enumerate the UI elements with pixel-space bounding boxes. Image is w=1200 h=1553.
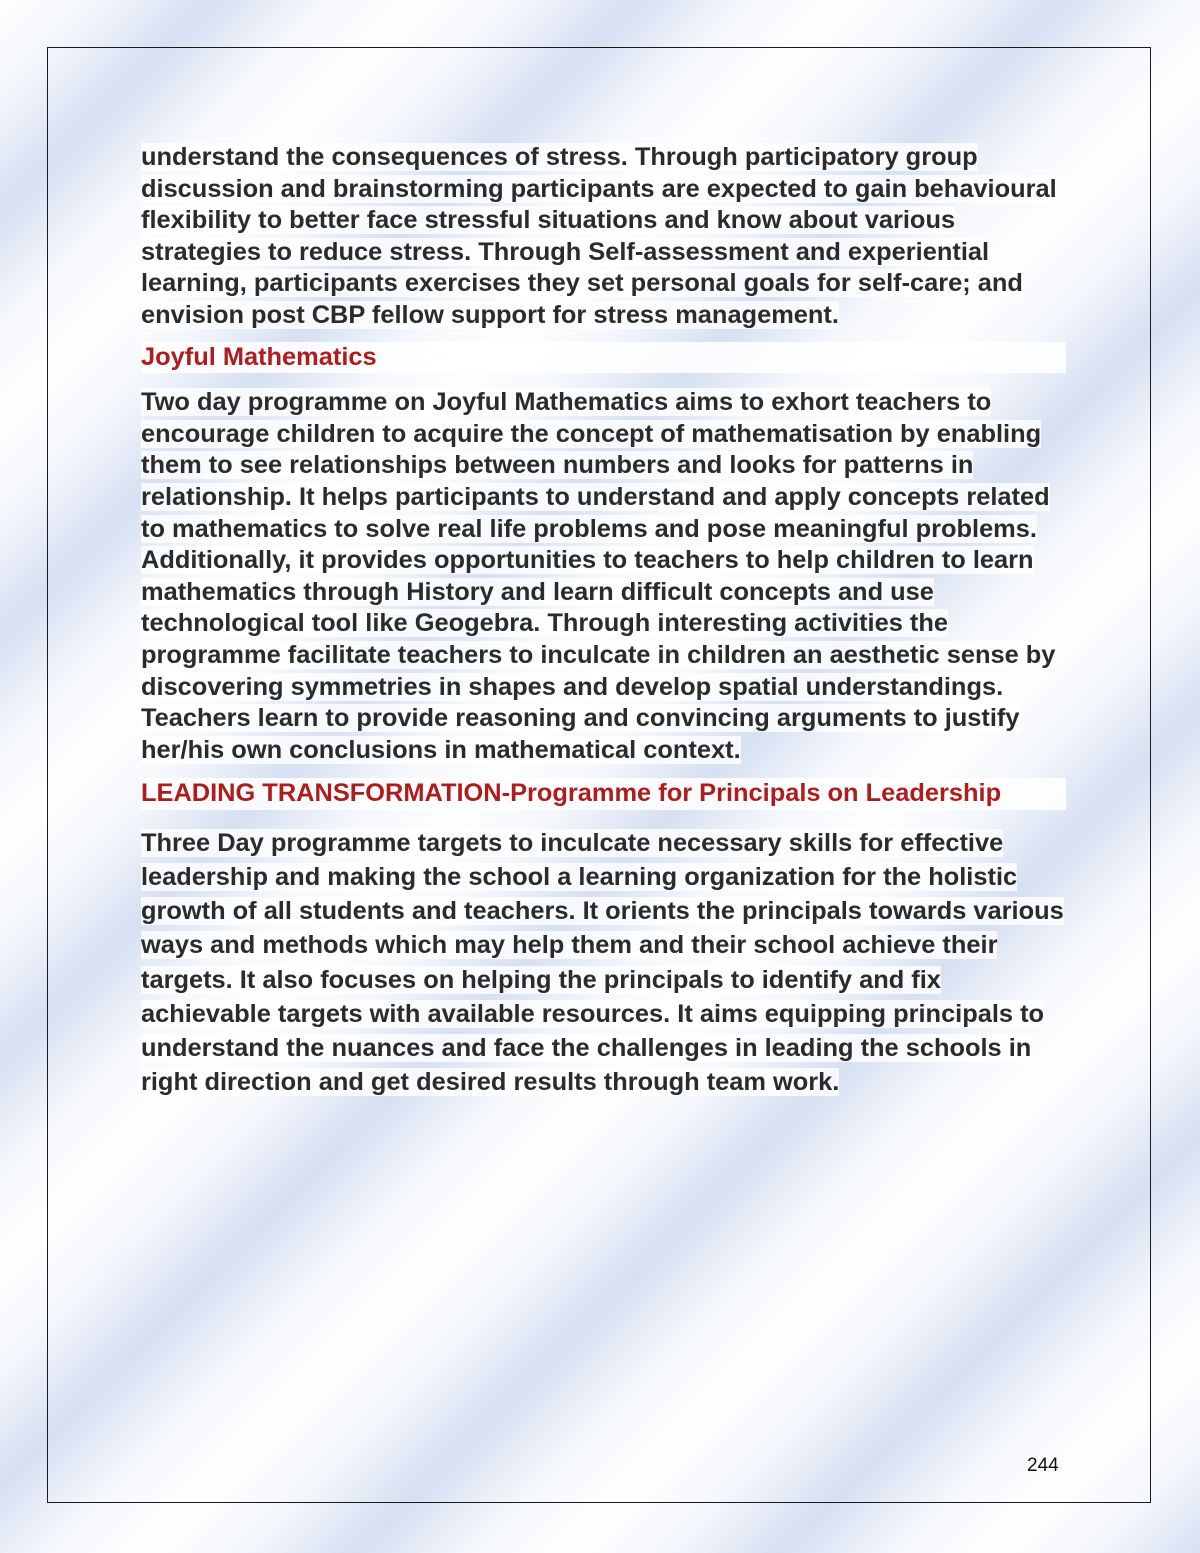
leading-transformation-text: Three Day programme targets to inculcate necessary skills for effective leadership and making the school a learning organization for the holistic growth of all students and teachers. It orients the principals towards various ways and methods which may help them and their school achieve their targets. It also focuses on helping the principals to identify and fix achievable targets with available resources. It aims equipping principals to understand the nuances and face the challenges in leading the schools in right direction and get desired results through team work.	[141, 828, 1064, 1097]
page-content	[141, 142, 1066, 1100]
stress-management-paragraph	[141, 142, 1066, 332]
leading-transformation-paragraph	[141, 826, 1066, 1100]
page-number: 244	[1027, 1455, 1059, 1476]
joyful-mathematics-paragraph	[141, 387, 1066, 766]
leading-transformation-heading: LEADING TRANSFORMATION-Programme for Principals on Leadership	[141, 778, 1066, 810]
stress-management-text: understand the consequences of stress. Through participatory group discussion and brainstorming participants are expected to gain behavioural flexibility to better face stressful situations and know about various strategies to reduce stress. Through Self-assessment and experiential learning, participants exercises they set personal goals for self-care; and envision post CBP fellow support for stress management.	[141, 143, 1057, 329]
joyful-mathematics-heading: Joyful Mathematics	[141, 342, 1066, 374]
joyful-mathematics-text: Two day programme on Joyful Mathematics aims to exhort teachers to encourage children to acquire the concept of mathematisation by enabling them to see relationships between numbers and looks for patterns in relationship. It helps participants to understand and apply concepts related to mathematics to solve real life problems and pose meaningful problems. Additionally, it provides opportunities to teachers to help children to learn mathematics through History and learn difficult concepts and use technological tool like Geogebra. Through interesting activities the programme facilitate teachers to inculcate in children an aesthetic sense by discovering symmetries in shapes and develop spatial understandings. Teachers learn to provide reasoning and convincing arguments to justify her/his own conclusions in mathematical context.	[141, 388, 1056, 764]
